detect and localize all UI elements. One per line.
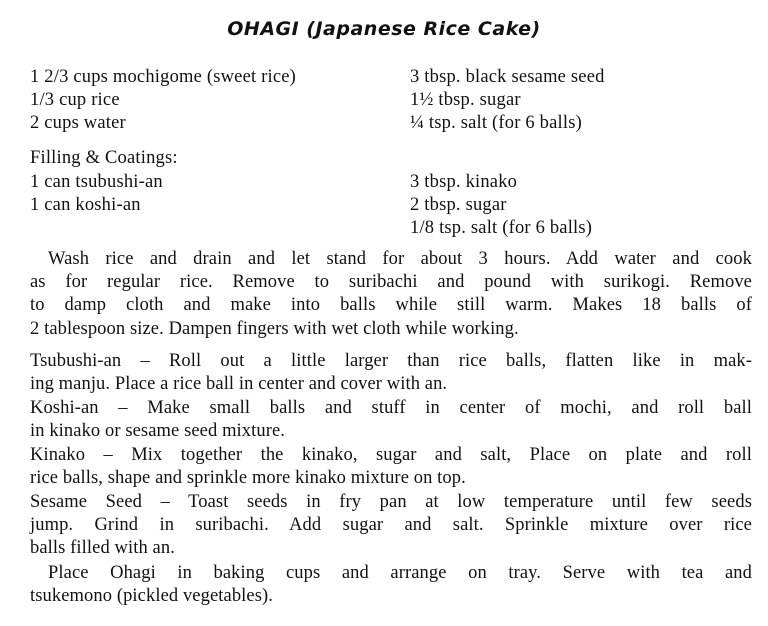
text-line: as for regular rice. Remove to suribachi and pound with surikogi. Remove (30, 272, 752, 293)
recipe-title: OHAGI (Japanese Rice Cake) (227, 18, 541, 40)
text-line: balls filled with an. (30, 538, 175, 559)
section-heading: Filling & Coatings: (30, 148, 178, 168)
sesame-seed-paragraph (30, 491, 752, 561)
text-line: Sesame Seed – Toast seeds in fry pan at low temperature until few seeds (30, 492, 752, 512)
text-line: Wash rice and drain and let stand for about 3 hours. Add water and cook (48, 249, 752, 269)
text-line: 2 tablespoon size. Dampen fingers with wet cloth while working. (30, 318, 519, 339)
filling-item: 3 tbsp. kinako (410, 172, 518, 192)
instructions-paragraph (30, 248, 752, 341)
ingredient-item: 1 2/3 cups mochigome (sweet rice) (30, 67, 297, 87)
text-line: ing manju. Place a rice ball in center and cover with an. (30, 374, 448, 395)
tsubushi-an-paragraph (30, 350, 752, 396)
text-line: Koshi-an – Make small balls and stuff in center of mochi, and roll ball (30, 398, 752, 418)
text-line: jump. Grind in suribachi. Add sugar and salt. Sprinkle mixture over rice (30, 515, 752, 536)
ingredient-item: 1½ tbsp. sugar (410, 90, 521, 110)
text-line: in kinako or sesame seed mixture. (30, 421, 286, 442)
kinako-paragraph (30, 444, 752, 490)
text-line: Place Ohagi in baking cups and arrange on tray. Serve with tea and (48, 563, 752, 583)
text-line: Kinako – Mix together the kinako, sugar and salt, Place on plate and roll (30, 445, 752, 465)
text-line: to damp cloth and make into balls while still warm. Makes 18 balls of (30, 295, 752, 316)
text-line: rice balls, shape and sprinkle more kinako mixture on top. (30, 468, 466, 489)
text-line: Tsubushi-an – Roll out a little larger than rice balls, flatten like in mak- (30, 351, 752, 371)
ingredient-item: ¼ tsp. salt (for 6 balls) (410, 113, 582, 133)
ingredient-item: 2 cups water (30, 113, 126, 133)
koshi-an-paragraph (30, 397, 752, 443)
filling-item: 1/8 tsp. salt (for 6 balls) (410, 218, 593, 238)
filling-item: 1 can koshi-an (30, 195, 141, 215)
filling-item: 2 tbsp. sugar (410, 195, 507, 215)
text-line: tsukemono (pickled vegetables). (30, 586, 274, 607)
serving-paragraph (30, 562, 752, 608)
ingredient-item: 3 tbsp. black sesame seed (410, 67, 605, 87)
filling-item: 1 can tsubushi-an (30, 172, 163, 192)
ingredient-item: 1/3 cup rice (30, 90, 120, 110)
